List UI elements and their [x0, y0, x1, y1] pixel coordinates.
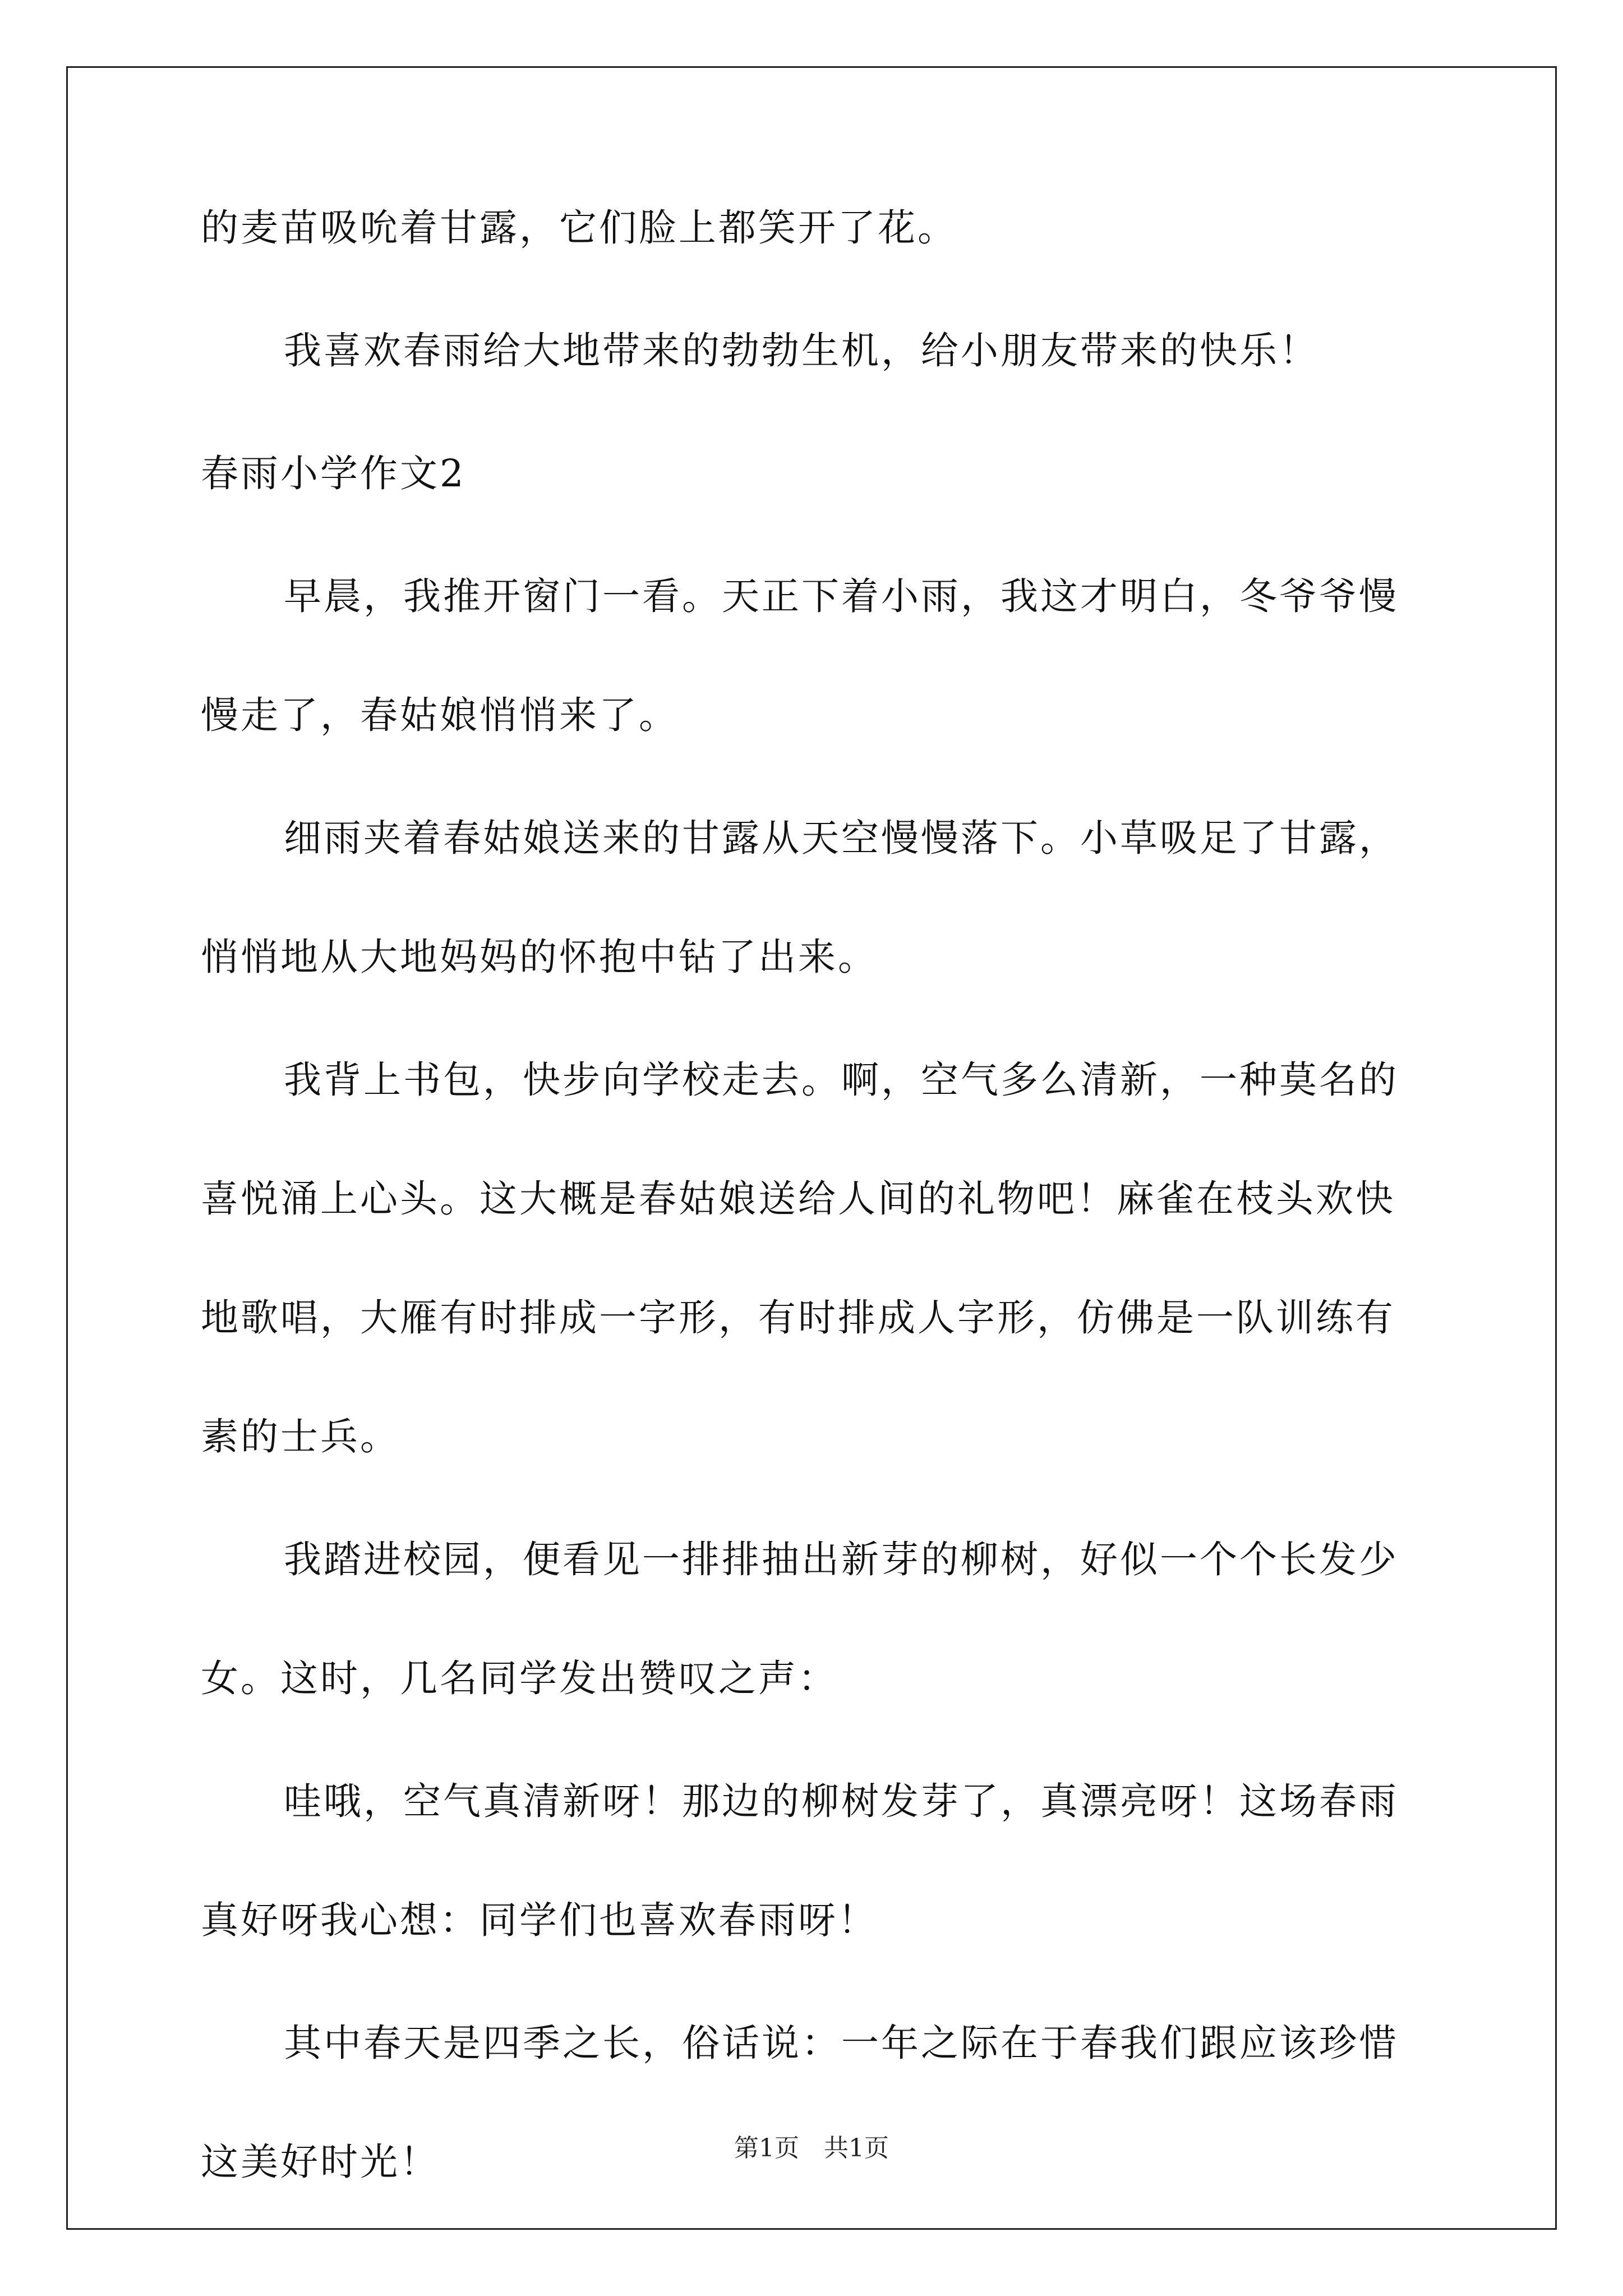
text-line: 慢走了，春姑娘悄悄来了。	[201, 693, 679, 737]
paragraph-line: 哇哦，空气真清新呀！那边的柳树发芽了，真漂亮呀！这场春雨	[284, 1779, 1399, 1823]
text-line: 这美好时光！	[201, 2140, 440, 2184]
paragraph-line: 我踏进校园，便看见一排排抽出新芽的柳树，好似一个个长发少	[284, 1538, 1399, 1581]
text-line: 地歌唱，大雁有时排成一字形，有时排成人字形，仿佛是一队训练有	[201, 1296, 1395, 1340]
text-line: 喜悦涌上心头。这大概是春姑娘送给人间的礼物吧！麻雀在枝头欢快	[201, 1177, 1395, 1221]
document-body	[201, 208, 1435, 2182]
section-title: 春雨小学作文2	[201, 452, 466, 495]
paragraph-line: 其中春天是四季之长，俗话说：一年之际在于春我们跟应该珍惜	[284, 2021, 1399, 2065]
text-line: 的麦苗吸吮着甘露，它们脸上都笑开了花。	[201, 206, 957, 250]
text-line: 真好呀我心想：同学们也喜欢春雨呀！	[201, 1898, 878, 1942]
paragraph-line: 我喜欢春雨给大地带来的勃勃生机，给小朋友带来的快乐！	[284, 329, 1319, 372]
paragraph-line: 我背上书包，快步向学校走去。啊，空气多么清新，一种莫名的	[284, 1058, 1399, 1102]
text-line: 素的士兵。	[201, 1415, 400, 1458]
text-line: 悄悄地从大地妈妈的怀抱中钻了出来。	[201, 935, 878, 979]
page-footer: 第1页 共1页	[734, 2134, 889, 2162]
paragraph-line: 早晨，我推开窗门一看。天正下着小雨，我这才明白，冬爷爷慢	[284, 574, 1399, 618]
text-line: 女。这时，几名同学发出赞叹之声：	[201, 1657, 838, 1700]
paragraph-line: 细雨夹着春姑娘送来的甘露从天空慢慢落下。小草吸足了甘露，	[284, 816, 1399, 860]
